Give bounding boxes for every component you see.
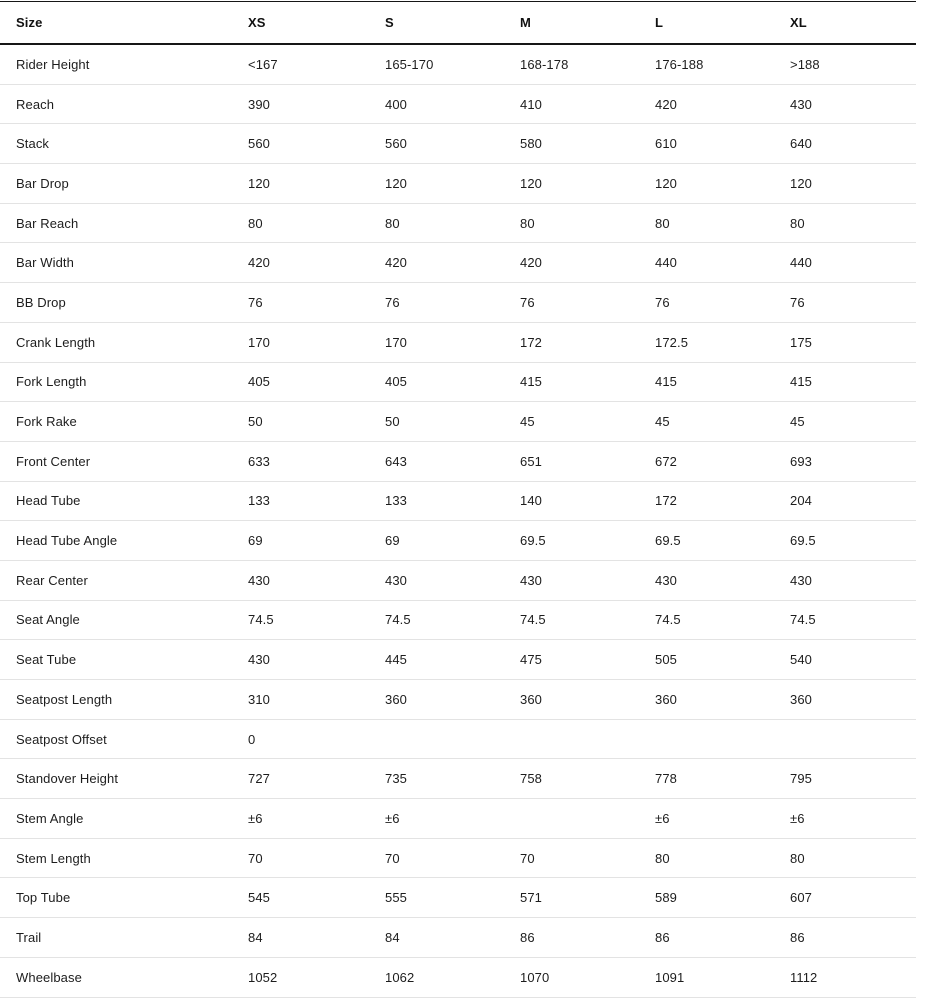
cell-value: 405	[248, 362, 385, 402]
cell-value: 445	[385, 640, 520, 680]
column-header-xl: XL	[790, 2, 916, 45]
cell-value: 80	[655, 203, 790, 243]
cell-value: 120	[790, 164, 916, 204]
cell-value: 643	[385, 441, 520, 481]
cell-value: 80	[520, 203, 655, 243]
cell-value: 440	[655, 243, 790, 283]
cell-value: 1062	[385, 957, 520, 997]
table-row	[0, 719, 916, 759]
cell-value: 360	[520, 680, 655, 720]
cell-value: 69.5	[655, 521, 790, 561]
cell-value: 415	[655, 362, 790, 402]
cell-value: 758	[520, 759, 655, 799]
table-row	[0, 124, 916, 164]
cell-value: 70	[248, 838, 385, 878]
cell-value: 80	[790, 838, 916, 878]
row-label: Reach	[0, 84, 248, 124]
cell-value: 420	[248, 243, 385, 283]
cell-value: 84	[248, 918, 385, 958]
cell-value: 133	[385, 481, 520, 521]
row-label: Fork Length	[0, 362, 248, 402]
table-row	[0, 680, 916, 720]
row-label: Stack	[0, 124, 248, 164]
row-label: Bar Drop	[0, 164, 248, 204]
cell-value: 505	[655, 640, 790, 680]
cell-value: <167	[248, 44, 385, 84]
cell-value	[520, 799, 655, 839]
cell-value: 640	[790, 124, 916, 164]
cell-value: 76	[520, 283, 655, 323]
table-row	[0, 838, 916, 878]
column-header-l: L	[655, 2, 790, 45]
cell-value: 545	[248, 878, 385, 918]
row-label: Stem Length	[0, 838, 248, 878]
cell-value: 415	[790, 362, 916, 402]
cell-value: 84	[385, 918, 520, 958]
cell-value: 76	[655, 283, 790, 323]
table-row	[0, 84, 916, 124]
table-row	[0, 560, 916, 600]
cell-value: 735	[385, 759, 520, 799]
row-label: Seatpost Offset	[0, 719, 248, 759]
cell-value: 80	[655, 838, 790, 878]
cell-value: 76	[248, 283, 385, 323]
row-label: Wheelbase	[0, 957, 248, 997]
cell-value: 430	[248, 640, 385, 680]
cell-value: 133	[248, 481, 385, 521]
cell-value: 76	[385, 283, 520, 323]
cell-value	[655, 719, 790, 759]
cell-value: 86	[790, 918, 916, 958]
cell-value: 672	[655, 441, 790, 481]
cell-value: 560	[248, 124, 385, 164]
cell-value: 70	[520, 838, 655, 878]
row-label: Bar Width	[0, 243, 248, 283]
cell-value: 580	[520, 124, 655, 164]
row-label: Seatpost Length	[0, 680, 248, 720]
cell-value: 76	[790, 283, 916, 323]
cell-value: 1070	[520, 957, 655, 997]
row-label: Rider Height	[0, 44, 248, 84]
table-row	[0, 203, 916, 243]
cell-value: >188	[790, 44, 916, 84]
cell-value: 633	[248, 441, 385, 481]
cell-value: 80	[248, 203, 385, 243]
cell-value: 360	[790, 680, 916, 720]
cell-value: 475	[520, 640, 655, 680]
row-label: Head Tube Angle	[0, 521, 248, 561]
cell-value: 70	[385, 838, 520, 878]
cell-value: 74.5	[248, 600, 385, 640]
cell-value: 410	[520, 84, 655, 124]
table-row	[0, 759, 916, 799]
cell-value: 74.5	[385, 600, 520, 640]
cell-value: 360	[385, 680, 520, 720]
cell-value: ±6	[655, 799, 790, 839]
table-row	[0, 878, 916, 918]
cell-value: ±6	[385, 799, 520, 839]
row-label: Head Tube	[0, 481, 248, 521]
table-row	[0, 600, 916, 640]
geometry-table	[0, 1, 916, 998]
cell-value: 172	[520, 322, 655, 362]
cell-value: 795	[790, 759, 916, 799]
column-header-s: S	[385, 2, 520, 45]
table-row	[0, 164, 916, 204]
cell-value: 175	[790, 322, 916, 362]
column-header-xs: XS	[248, 2, 385, 45]
cell-value: 120	[248, 164, 385, 204]
table-row	[0, 362, 916, 402]
cell-value: 80	[790, 203, 916, 243]
cell-value: 778	[655, 759, 790, 799]
row-label: Seat Tube	[0, 640, 248, 680]
cell-value: 400	[385, 84, 520, 124]
cell-value: 0	[248, 719, 385, 759]
row-label: Standover Height	[0, 759, 248, 799]
cell-value: 45	[655, 402, 790, 442]
cell-value: 430	[520, 560, 655, 600]
size-column-header: Size	[0, 2, 248, 45]
cell-value: 170	[385, 322, 520, 362]
cell-value: 693	[790, 441, 916, 481]
cell-value: 430	[655, 560, 790, 600]
cell-value: ±6	[248, 799, 385, 839]
cell-value: 540	[790, 640, 916, 680]
cell-value: 74.5	[520, 600, 655, 640]
cell-value: 74.5	[655, 600, 790, 640]
cell-value: 555	[385, 878, 520, 918]
cell-value	[385, 719, 520, 759]
cell-value: 430	[385, 560, 520, 600]
cell-value: 405	[385, 362, 520, 402]
cell-value: 589	[655, 878, 790, 918]
cell-value: ±6	[790, 799, 916, 839]
cell-value: 420	[385, 243, 520, 283]
row-label: Crank Length	[0, 322, 248, 362]
cell-value: 80	[385, 203, 520, 243]
cell-value: 86	[655, 918, 790, 958]
cell-value	[520, 719, 655, 759]
cell-value: 120	[655, 164, 790, 204]
geometry-table-body	[0, 44, 916, 997]
cell-value: 168-178	[520, 44, 655, 84]
cell-value: 610	[655, 124, 790, 164]
cell-value: 69.5	[520, 521, 655, 561]
cell-value: 440	[790, 243, 916, 283]
cell-value: 1052	[248, 957, 385, 997]
table-row	[0, 957, 916, 997]
cell-value: 172	[655, 481, 790, 521]
row-label: Rear Center	[0, 560, 248, 600]
table-row	[0, 481, 916, 521]
cell-value: 607	[790, 878, 916, 918]
cell-value: 1112	[790, 957, 916, 997]
cell-value: 69	[385, 521, 520, 561]
row-label: Seat Angle	[0, 600, 248, 640]
row-label: Top Tube	[0, 878, 248, 918]
cell-value: 140	[520, 481, 655, 521]
cell-value: 172.5	[655, 322, 790, 362]
cell-value: 45	[520, 402, 655, 442]
cell-value: 86	[520, 918, 655, 958]
table-row	[0, 640, 916, 680]
cell-value	[790, 719, 916, 759]
row-label: Front Center	[0, 441, 248, 481]
table-row	[0, 283, 916, 323]
cell-value: 45	[790, 402, 916, 442]
table-row	[0, 322, 916, 362]
cell-value: 69	[248, 521, 385, 561]
row-label: BB Drop	[0, 283, 248, 323]
cell-value: 560	[385, 124, 520, 164]
cell-value: 170	[248, 322, 385, 362]
table-row	[0, 521, 916, 561]
row-label: Stem Angle	[0, 799, 248, 839]
table-row	[0, 243, 916, 283]
cell-value: 430	[790, 560, 916, 600]
cell-value: 69.5	[790, 521, 916, 561]
cell-value: 430	[248, 560, 385, 600]
cell-value: 204	[790, 481, 916, 521]
cell-value: 360	[655, 680, 790, 720]
table-row	[0, 441, 916, 481]
table-row	[0, 44, 916, 84]
cell-value: 176-188	[655, 44, 790, 84]
cell-value: 420	[520, 243, 655, 283]
cell-value: 651	[520, 441, 655, 481]
table-row	[0, 799, 916, 839]
cell-value: 415	[520, 362, 655, 402]
cell-value: 420	[655, 84, 790, 124]
cell-value: 727	[248, 759, 385, 799]
cell-value: 571	[520, 878, 655, 918]
cell-value: 430	[790, 84, 916, 124]
cell-value: 390	[248, 84, 385, 124]
cell-value: 50	[385, 402, 520, 442]
table-row	[0, 402, 916, 442]
row-label: Trail	[0, 918, 248, 958]
cell-value: 74.5	[790, 600, 916, 640]
cell-value: 165-170	[385, 44, 520, 84]
table-row	[0, 918, 916, 958]
cell-value: 310	[248, 680, 385, 720]
column-header-m: M	[520, 2, 655, 45]
cell-value: 1091	[655, 957, 790, 997]
row-label: Bar Reach	[0, 203, 248, 243]
cell-value: 120	[520, 164, 655, 204]
header-row	[0, 2, 916, 45]
cell-value: 120	[385, 164, 520, 204]
row-label: Fork Rake	[0, 402, 248, 442]
cell-value: 50	[248, 402, 385, 442]
